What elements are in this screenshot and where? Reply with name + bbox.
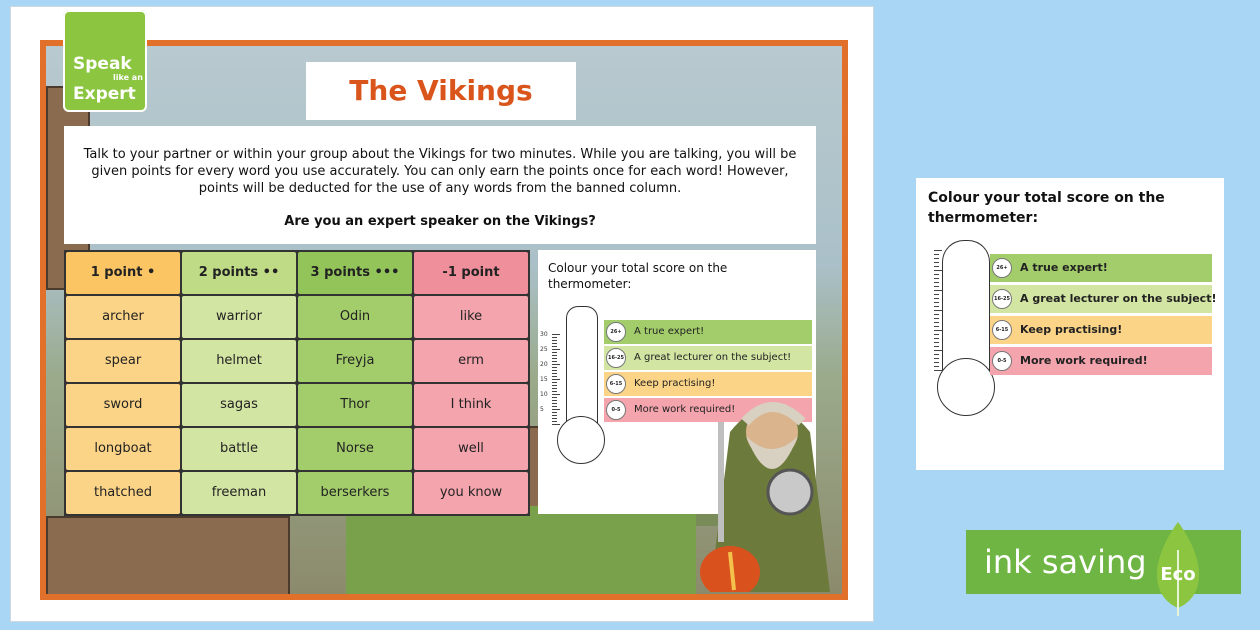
scale-label: 5 (540, 406, 544, 413)
header-minus-one-point: -1 point (414, 252, 528, 294)
thermometer-title: Colour your total score on the thermometer: (548, 261, 728, 291)
scale-label: 15 (540, 376, 548, 383)
score-band (990, 316, 1212, 344)
scale-tick (552, 340, 557, 341)
scale-tick (552, 397, 557, 398)
scale-tick (552, 355, 557, 356)
score-band (990, 347, 1212, 375)
scale-tick (552, 379, 560, 380)
page-title: The Vikings (349, 74, 533, 107)
word-cell-two-points: freeman (182, 472, 296, 514)
scale-tick (934, 282, 939, 283)
word-cell-minus-one-point: like (414, 296, 528, 338)
ink-saving-banner (966, 530, 1241, 594)
score-range-badge: 16-25 (992, 289, 1012, 309)
scale-tick (934, 306, 939, 307)
scale-tick (934, 350, 942, 351)
word-cell-two-points: sagas (182, 384, 296, 426)
scale-tick (934, 358, 939, 359)
scale-tick (934, 270, 942, 271)
word-cell-three-points: Freyja (298, 340, 412, 382)
scale-label: 10 (540, 391, 548, 398)
scale-tick (552, 424, 560, 425)
word-cell-one-point: longboat (66, 428, 180, 470)
scale-tick (552, 346, 557, 347)
scale-tick (552, 415, 557, 416)
scale-tick (552, 337, 557, 338)
word-cell-two-points: warrior (182, 296, 296, 338)
scale-tick (552, 376, 557, 377)
scale-tick (934, 310, 942, 311)
scale-tick (934, 346, 939, 347)
word-cell-one-point: spear (66, 340, 180, 382)
scale-tick (934, 286, 939, 287)
scale-tick (934, 334, 939, 335)
logo-line-2: like an (113, 73, 143, 82)
scale-tick (552, 394, 560, 395)
score-range-badge: 26+ (606, 322, 626, 342)
score-band (990, 254, 1212, 282)
scale-tick (934, 322, 939, 323)
score-range-badge: 0-5 (992, 351, 1012, 371)
eco-badge: Eco (1160, 564, 1196, 585)
scale-tick (934, 330, 942, 331)
scale-tick (934, 338, 939, 339)
scale-tick (934, 314, 939, 315)
eco-leaf-icon (1146, 520, 1210, 616)
scale-tick (934, 262, 939, 263)
instructions-text: Talk to your partner or within your group about the Vikings for two minutes. While you are talking, you will be given points for every word you use accurately. You can only earn the points once for each word! However, points will be deducted for the use of any words from the banned column. (83, 147, 797, 196)
word-cell-minus-one-point: you know (414, 472, 528, 514)
scale-tick (934, 254, 939, 255)
fence-illustration (46, 516, 290, 600)
scale-tick (552, 391, 557, 392)
scale-tick (552, 361, 557, 362)
scale-label: 20 (540, 361, 548, 368)
scale-tick (552, 373, 557, 374)
scale-tick (934, 366, 939, 367)
scale-tick (552, 409, 560, 410)
scale-tick (934, 290, 942, 291)
scale-tick (934, 266, 939, 267)
header-three-points: 3 points ••• (298, 252, 412, 294)
speak-like-an-expert-logo (63, 10, 147, 112)
word-cell-three-points: Odin (298, 296, 412, 338)
word-cell-one-point: sword (66, 384, 180, 426)
scale-tick (552, 406, 557, 407)
scale-tick (552, 343, 557, 344)
score-band-label: A great lecturer on the subject! (634, 352, 792, 363)
scale-tick (934, 326, 939, 327)
scale-tick (934, 274, 939, 275)
scale-tick (552, 349, 560, 350)
scale-tick (934, 278, 939, 279)
score-band (990, 285, 1217, 313)
word-cell-three-points: berserkers (298, 472, 412, 514)
scale-label: 30 (540, 331, 548, 338)
grass-illustration (346, 506, 696, 596)
scale-tick (934, 362, 939, 363)
scale-tick (552, 364, 560, 365)
instructions-box (64, 126, 816, 244)
logo-line-1: Speak (73, 54, 132, 74)
word-cell-minus-one-point: erm (414, 340, 528, 382)
word-cell-three-points: Norse (298, 428, 412, 470)
scale-tick (934, 250, 942, 251)
ink-saving-label: ink saving (984, 543, 1147, 581)
score-band-label: A true expert! (634, 326, 705, 337)
scale-tick (934, 354, 939, 355)
score-band-label: More work required! (1020, 354, 1148, 367)
scale-tick (934, 294, 939, 295)
score-band-label: A true expert! (1020, 261, 1108, 274)
score-range-badge: 6-15 (606, 374, 626, 394)
word-cell-minus-one-point: well (414, 428, 528, 470)
word-cell-two-points: helmet (182, 340, 296, 382)
score-band-label: Keep practising! (634, 378, 716, 389)
score-range-badge: 0-5 (606, 400, 626, 420)
word-cell-minus-one-point: I think (414, 384, 528, 426)
scale-tick (552, 400, 557, 401)
scale-tick (552, 418, 557, 419)
word-cell-one-point: archer (66, 296, 180, 338)
scale-tick (552, 385, 557, 386)
thermometer-bulb (557, 416, 605, 464)
points-table (64, 250, 530, 516)
scale-tick (552, 334, 560, 335)
scale-label: 25 (540, 346, 548, 353)
preview-title: Colour your total score on the thermometer: (928, 190, 1165, 226)
scale-tick (552, 412, 557, 413)
scale-tick (552, 388, 557, 389)
word-cell-two-points: battle (182, 428, 296, 470)
title-box (306, 62, 576, 120)
scale-tick (552, 403, 557, 404)
score-range-badge: 16-25 (606, 348, 626, 368)
word-cell-three-points: Thor (298, 384, 412, 426)
instructions-question: Are you an expert speaker on the Vikings? (284, 214, 596, 229)
scale-tick (552, 370, 557, 371)
word-cell-one-point: thatched (66, 472, 180, 514)
header-two-points: 2 points •• (182, 252, 296, 294)
score-band-label: Keep practising! (1020, 323, 1123, 336)
scale-tick (552, 367, 557, 368)
scale-tick (552, 382, 557, 383)
scale-tick (934, 318, 939, 319)
scale-tick (552, 421, 557, 422)
scale-tick (934, 302, 939, 303)
score-range-badge: 26+ (992, 258, 1012, 278)
preview-thermometer-bulb (937, 358, 995, 416)
score-band-label: A great lecturer on the subject! (1020, 292, 1217, 305)
score-band (604, 320, 812, 344)
score-range-badge: 6-15 (992, 320, 1012, 340)
viking-warrior-illustration (690, 362, 850, 592)
score-band-label: More work required! (634, 404, 736, 415)
scale-tick (934, 342, 939, 343)
scale-tick (934, 258, 939, 259)
scale-tick (552, 358, 557, 359)
thermometer-preview-card (916, 178, 1224, 470)
scale-tick (552, 352, 557, 353)
logo-line-3: Expert (73, 84, 136, 104)
header-one-point: 1 point • (66, 252, 180, 294)
scale-tick (934, 298, 939, 299)
scale-tick (934, 370, 942, 371)
